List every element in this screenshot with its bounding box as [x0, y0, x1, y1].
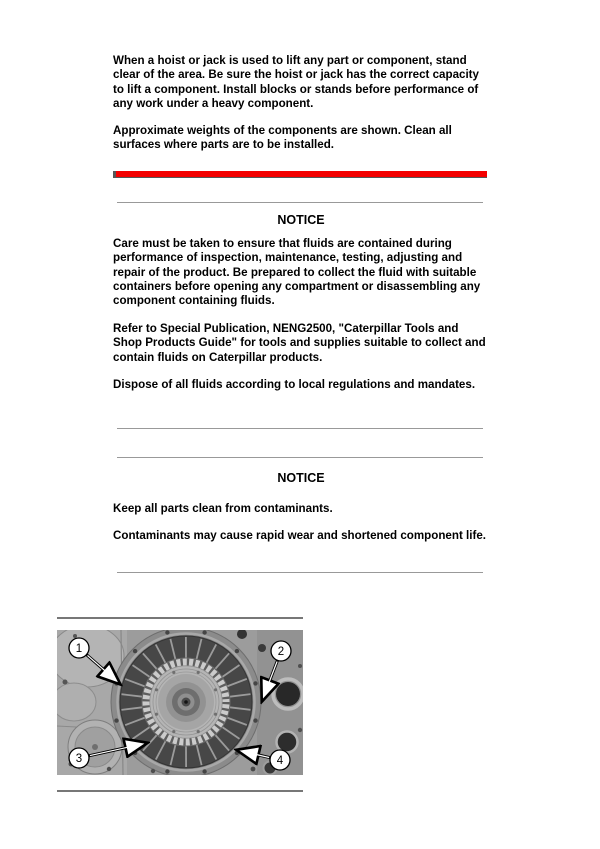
- notice2-top-rule: [117, 457, 483, 458]
- flywheel-assembly: [111, 630, 261, 775]
- intro-paragraph-weights: Approximate weights of the components are shown. Clean all surfaces where parts are to be installed.: [113, 124, 452, 152]
- figure-top-rule: [57, 617, 303, 619]
- figure-bottom-rule: [57, 790, 303, 792]
- intro-paragraph-hoist: When a hoist or jack is used to lift any part or component, stand clear of the area. Be sure the hoist or jack has the correct capacity to lift a component. Install blocks or stands before performance of any work under a heavy component.: [113, 54, 479, 110]
- notice1-bottom-rule: [117, 428, 483, 429]
- red-warning-bar: [113, 171, 487, 178]
- notice1-paragraph-fluids: Care must be taken to ensure that fluids are contained during performance of inspection, maintenance, testing, adjusting and repair of the product. Be prepared to collect the fluid with suitable containers before opening any compartment or disassembling any component containing fluids.: [113, 237, 481, 308]
- notice2-paragraph-contaminants: Contaminants may cause rapid wear and shortened component life.: [113, 529, 487, 542]
- callout-3-number: 3: [75, 753, 83, 765]
- callout-1-number: 1: [75, 643, 83, 655]
- notice1-paragraph-dispose: Dispose of all fluids according to local regulations and mandates.: [113, 378, 476, 391]
- notice2-paragraph-clean: Keep all parts clean from contaminants.: [113, 502, 333, 515]
- notice2-bottom-rule: [117, 572, 483, 573]
- callout-2-number: 2: [277, 646, 285, 658]
- notice1-paragraph-publication: Refer to Special Publication, NENG2500, "Caterpillar Tools and Shop Products Guide" for tools and supplies suitable to collect and contain fluids on Caterpillar products.: [113, 322, 486, 364]
- notice1-title: NOTICE: [277, 213, 325, 227]
- notice2-title: NOTICE: [277, 471, 325, 485]
- callout-4-number: 4: [276, 755, 284, 767]
- notice1-top-rule: [117, 202, 483, 203]
- flywheel-housing-photo: [57, 630, 303, 775]
